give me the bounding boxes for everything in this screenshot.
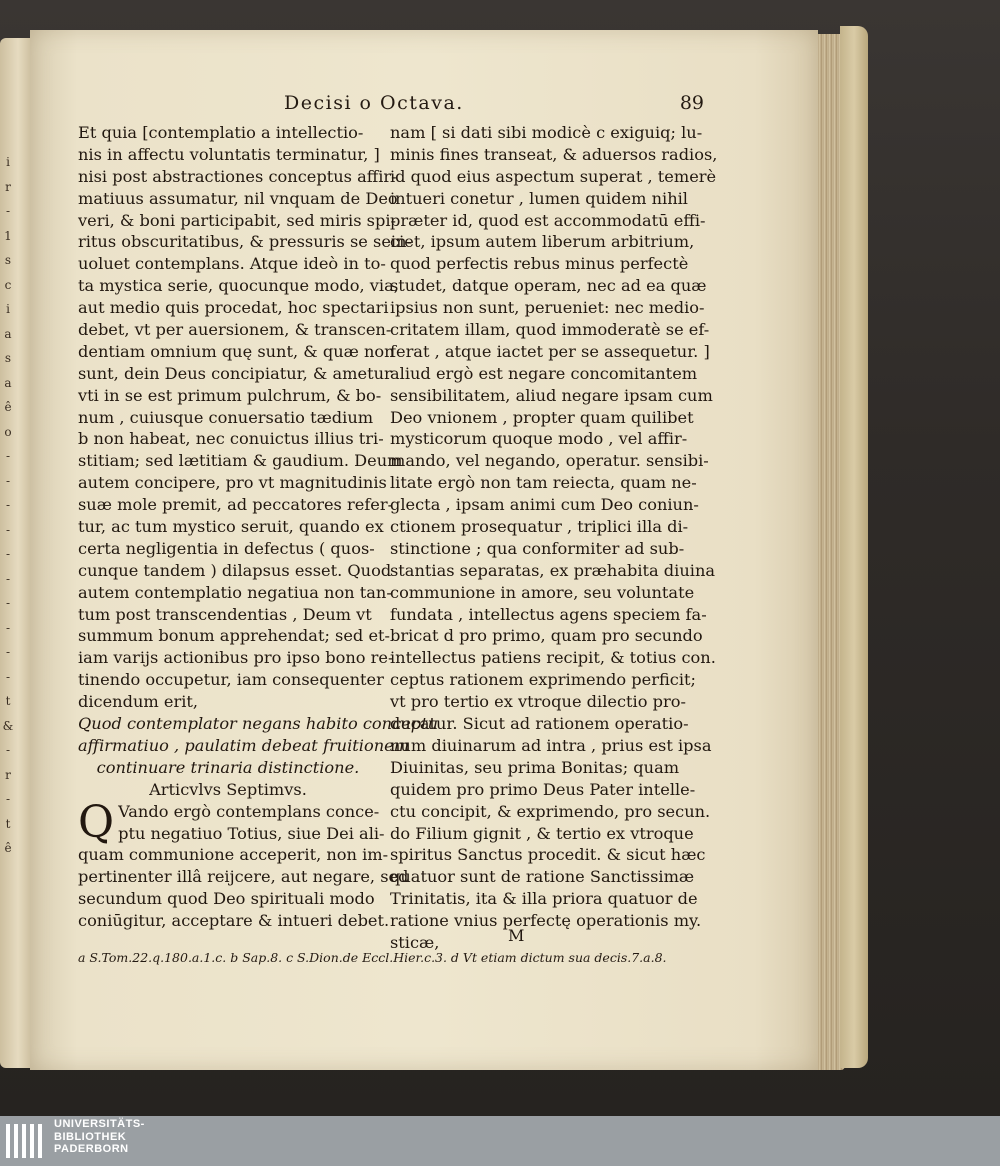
margin-letter: -	[5, 571, 11, 586]
text-line: dicendum erit,	[78, 692, 199, 712]
margin-letter: -	[5, 473, 11, 488]
article-text-line: secundum quod Deo spirituali modo	[78, 889, 375, 909]
text-line: autem contemplatio negatiua non tan-	[78, 582, 392, 602]
drop-cap: Q	[78, 796, 115, 848]
text-line: do Filium gignit , & tertio ex vtroque	[390, 823, 694, 843]
left-page-margin-text	[2, 150, 14, 861]
text-line: sensibilitatem, aliud negare ipsam cum	[390, 385, 713, 405]
text-line: vt pro tertio ex vtroque dilectio pro-	[390, 692, 686, 712]
text-line: aliud ergò est negare concomitantem	[390, 363, 698, 383]
right-column	[390, 122, 718, 954]
library-logo-icon	[4, 1120, 50, 1162]
text-line: litate ergò non tam reiecta, quam ne-	[390, 473, 697, 493]
text-line: spiritus Sanctus procedit. & sicut hæc	[390, 845, 706, 865]
text-line: id quod eius aspectum superat , temerè	[390, 166, 717, 186]
text-line: nam [ si dati sibi modicè c exiguiq; lu-	[390, 123, 703, 142]
text-line: vti in se est primum pulchrum, & bo-	[78, 385, 382, 405]
text-line: stitiam; sed lætitiam & gaudium. Deum	[78, 451, 403, 471]
text-line: veri, & boni participabit, sed miris spi-	[78, 210, 396, 230]
library-name-line1: UNIVERSITÄTS-	[54, 1118, 145, 1130]
text-line: Deo vnionem , propter quam quilibet	[390, 407, 694, 427]
text-line: communione in amore, seu voluntate	[390, 582, 695, 602]
text-line: summum bonum apprehendat; sed et-	[78, 626, 390, 646]
text-line: tinendo occupetur, iam consequenter	[78, 670, 384, 690]
margin-letter: s	[4, 351, 12, 365]
text-line: ctu concipit, & exprimendo, pro secun.	[390, 801, 711, 821]
text-line: ducatur. Sicut ad rationem operatio-	[390, 714, 689, 734]
text-line: quatuor sunt de ratione Sanctissimæ	[390, 867, 695, 887]
text-line: certa negligentia in defectus ( quos-	[78, 538, 375, 558]
margin-letter: -	[5, 547, 11, 561]
text-line: ciet, ipsum autem liberum arbitrium,	[390, 232, 695, 252]
text-line: Diuinitas, seu prima Bonitas; quam	[390, 757, 680, 777]
text-line: bricat d pro primo, quam pro secundo	[390, 626, 703, 646]
margin-letter: i	[6, 302, 10, 316]
text-line: b non habeat, nec conuictus illius tri-	[78, 429, 384, 449]
margin-letter: -	[5, 449, 11, 463]
text-line: cunque tandem ) dilapsus esset. Quod	[78, 560, 392, 580]
text-line: sticæ,	[390, 932, 440, 952]
margin-letter: -	[5, 792, 11, 806]
text-line: quod perfectis rebus minus perfectè	[390, 254, 689, 274]
section-title-line: continuare trinaria distinctione.	[96, 757, 360, 777]
text-line: suæ mole premit, ad peccatores refer-	[78, 495, 394, 515]
text-line: uoluet contemplans. Atque ideò in to-	[78, 254, 386, 274]
text-line: autem concipere, pro vt magnitudinis	[78, 473, 387, 493]
signature-mark: M	[508, 926, 525, 945]
header-title: Decisi o Octava.	[284, 92, 464, 114]
text-line: præter id, quod est accommodatū effi-	[390, 210, 706, 230]
text-line: num , cuiusque conuersatio tædium	[78, 407, 374, 427]
text-line: matiuus assumatur, nil vnquam de Deo	[78, 188, 398, 208]
text-line: ipsius non sunt, perueniet: nec medio-	[390, 298, 705, 318]
article-text-line: quam communione acceperit, non im-	[78, 845, 389, 865]
margin-letter: o	[4, 424, 12, 439]
article-text-line: ptu negatiuo Totius, siue Dei ali-	[118, 823, 385, 843]
margin-letter: ê	[4, 841, 12, 855]
margin-letter: -	[5, 669, 11, 684]
margin-letter: t	[5, 694, 11, 708]
text-line: ritus obscuritatibus, & pressuris se sein-	[78, 232, 412, 252]
text-line: iam varijs actionibus pro ipso bono re-	[78, 648, 394, 668]
book-cover-edge	[840, 26, 868, 1068]
text-line: sunt, dein Deus concipiatur, & ametur	[78, 363, 392, 383]
margin-letter: -	[5, 522, 11, 537]
margin-letter: -	[5, 620, 11, 635]
library-name-line3: PADERBORN	[54, 1143, 129, 1155]
margin-letter: -	[5, 645, 11, 659]
margin-letter: &	[2, 718, 14, 733]
section-title-line: Quod contemplator negans habito conceptu	[78, 714, 439, 734]
article-heading: Articvlvs Septimvs.	[149, 779, 307, 799]
footnotes: a S.Tom.22.q.180.a.1.c. b Sap.8. c S.Dion.de Eccl.Hier.c.3. d Vt etiam dictum sua decis.7.a.8.	[78, 950, 667, 965]
text-line: mando, vel negando, operatur. sensibi-	[390, 451, 709, 471]
library-name	[54, 1118, 145, 1156]
text-line: debet, vt per auersionem, & transcen-	[78, 320, 392, 340]
margin-letter: -	[5, 204, 11, 218]
text-line: quidem pro primo Deus Pater intelle-	[390, 779, 696, 799]
library-name-line2: BIBLIOTHEK	[54, 1130, 127, 1143]
text-line: mysticorum quoque modo , vel affir-	[390, 429, 688, 449]
margin-letter: 1	[4, 228, 12, 243]
margin-letter: -	[5, 743, 11, 757]
text-line: Trinitatis, ita & illa priora quatuor de	[390, 889, 698, 909]
text-line: intueri conetur , lumen quidem nihil	[390, 188, 688, 208]
text-line: intellectus patiens recipit, & totius con.	[390, 648, 716, 668]
text-line: ctionem prosequatur , triplici illa di-	[390, 517, 689, 537]
margin-letter: a	[4, 375, 12, 390]
margin-letter: r	[5, 179, 11, 194]
text-line: stinctione ; qua conformiter ad sub-	[390, 538, 685, 558]
text-line: fundata , intellectus agens speciem fa-	[390, 604, 707, 624]
margin-letter: -	[5, 498, 11, 512]
margin-letter: t	[5, 816, 11, 831]
text-line: aut medio quis procedat, hoc spectari	[78, 298, 389, 318]
article-text-line: Vando ergò contemplans conce-	[118, 801, 380, 821]
text-line: num diuinarum ad intra , prius est ipsa	[390, 735, 712, 755]
text-line: ceptus rationem exprimendo perficit;	[390, 670, 696, 690]
text-line: critatem illam, quod immoderatè se ef-	[390, 320, 710, 340]
page-number: 89	[679, 92, 704, 114]
text-line: ta mystica serie, quocunque modo, via,	[78, 276, 399, 296]
margin-letter: ê	[4, 400, 12, 414]
text-line: tum post transcendentias , Deum vt	[78, 604, 372, 624]
text-line: tur, ac tum mystico seruit, quando ex	[78, 517, 384, 537]
left-column	[78, 122, 439, 932]
text-line: nis in affectu voluntatis terminatur, ]	[78, 144, 380, 164]
text-line: stantias separatas, ex præhabita diuina	[390, 560, 716, 580]
text-line: Et quia [contemplatio a intellectio-	[78, 123, 364, 142]
margin-letter: -	[5, 596, 11, 610]
text-line: ratione vnius perfectę operationis my.	[390, 911, 702, 931]
margin-letter: c	[4, 277, 12, 292]
article-text-line: coniūgitur, acceptare & intueri debet.	[78, 911, 390, 931]
text-line: nisi post abstractiones conceptus affir-	[78, 166, 397, 186]
running-header	[284, 92, 704, 114]
margin-letter: r	[5, 767, 11, 782]
margin-letter: i	[6, 155, 10, 169]
text-line: glecta , ipsam animi cum Deo coniun-	[390, 495, 699, 515]
text-line: ferat , atque iactet per se assequetur. ]	[390, 341, 710, 361]
library-footer-bar	[0, 1116, 1000, 1166]
article-text-line: pertinenter illâ reijcere, aut negare, sed	[78, 867, 409, 887]
text-line: studet, datque operam, nec ad ea quæ	[390, 276, 707, 296]
margin-letter: s	[4, 253, 12, 267]
margin-letter: a	[4, 326, 12, 341]
section-title-line: affirmatiuo , paulatim debeat fruitionem	[78, 735, 410, 755]
text-line: minis fines transeat, & aduersos radios,	[390, 144, 718, 164]
text-line: dentiam omnium quę sunt, & quæ non	[78, 341, 395, 361]
